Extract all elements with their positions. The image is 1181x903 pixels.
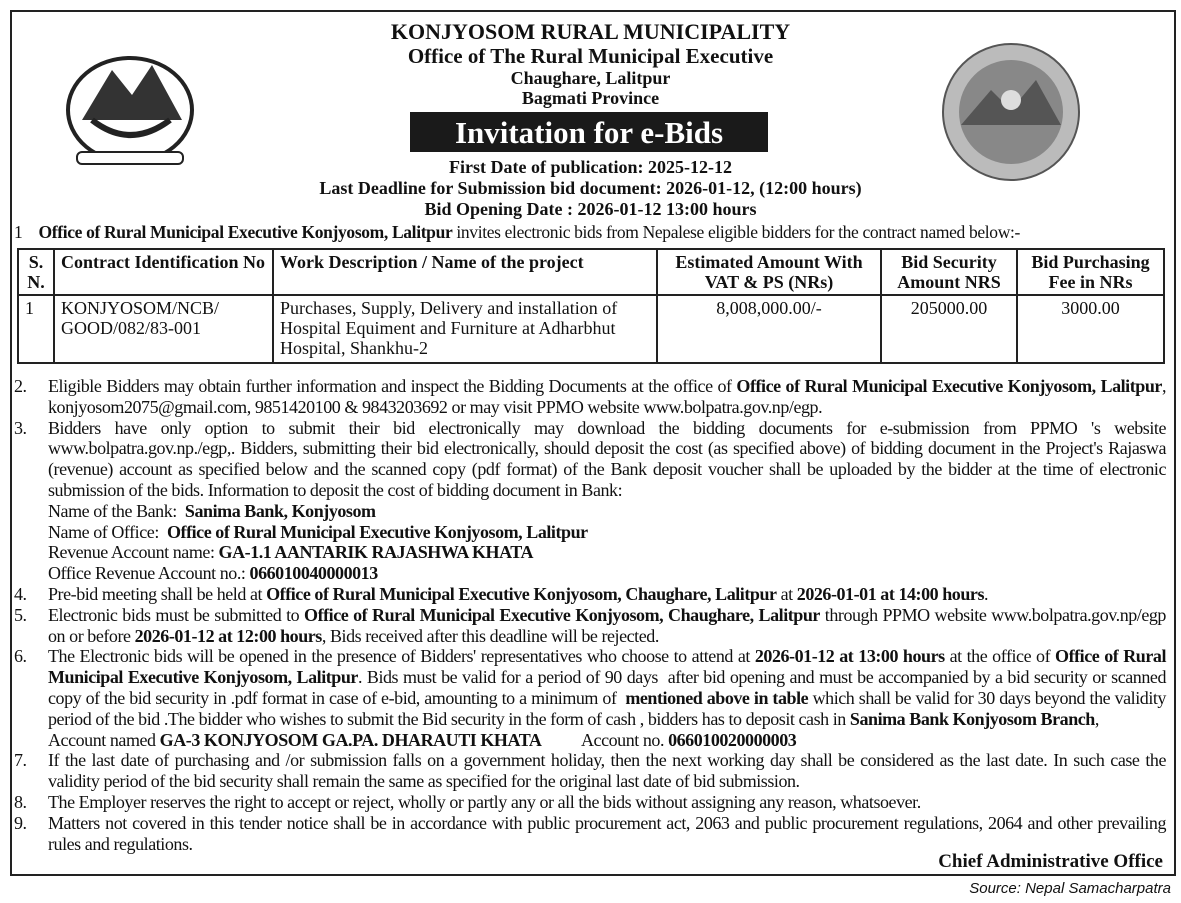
terms-list [14, 376, 1171, 854]
notice-title: Invitation for e-Bids [410, 112, 768, 152]
bold-text: 2026-01-12 at 13:00 hours [754, 646, 945, 667]
contract-table [17, 248, 1165, 364]
item-detail-line [14, 522, 1166, 543]
bold-text: Sanima Bank, Konjyosom [184, 500, 376, 521]
intro-office: Office of Rural Municipal Executive Konjyosom, Lalitpur [38, 222, 453, 242]
item-number: 9. [14, 812, 27, 833]
source-credit: Source: Nepal Samacharpatra [969, 880, 1171, 897]
text: Account no. [541, 729, 669, 750]
text: Matters not covered in this tender notice shall be in accordance with public procurement act, 2063 and public procurement regulations, 2064 and other prevailing rules and regulations. [48, 812, 1171, 854]
item-detail-line [14, 501, 1166, 522]
bold-text: Office of Rural Municipal Executive Konjyosom, Lalitpur [166, 521, 588, 542]
item-text [48, 646, 1171, 729]
text: Electronic bids must be submitted to [48, 604, 305, 625]
item-text [48, 376, 1171, 418]
office-name: Office of The Rural Municipal Executive [407, 44, 774, 68]
bold-text: mentioned above in table [625, 687, 809, 708]
list-item [14, 604, 1171, 647]
cell-description: Purchases, Supply, Delivery and installation of Hospital Equiment and Furniture at Adharbhut Hospital, Shankhu-2 [273, 295, 657, 363]
bold-text: 2026-01-01 at 14:00 hours [796, 583, 985, 604]
cell-estimated-amount: 8,008,000.00/- [657, 295, 881, 363]
signature: Chief Administrative Office [938, 851, 1163, 872]
text: at the office of [944, 646, 1056, 667]
table-header-row [18, 249, 1164, 295]
location: Chaughare, Lalitpur [510, 68, 671, 88]
col-description: Work Description / Name of the project [273, 249, 657, 295]
item-text [48, 604, 1171, 647]
municipality-name: KONJYOSOM RURAL MUNICIPALITY [390, 19, 791, 44]
bold-text: Office of Rural Municipal Executive Konjyosom, Lalitpur [736, 376, 1162, 396]
bold-text: 066010020000003 [668, 729, 797, 750]
text: Revenue Account name: [48, 542, 219, 563]
bold-text: GA-1.1 AANTARIK RAJASHWA KHATA [218, 542, 534, 563]
item-text [48, 792, 1166, 813]
dates-block [0, 157, 1181, 220]
text: , Bids received after this deadline will be rejected. [321, 625, 659, 646]
address [0, 68, 1181, 108]
publication-date: First Date of publication: 2025-12-12 [449, 157, 732, 177]
list-item [14, 376, 1171, 418]
item-text [48, 584, 1166, 605]
text: , konjyosom2075@gmail.com, 9851420100 & 9843203692 or may visit PPMO website www.bolpatra.gov.np/egp. [48, 376, 1171, 417]
col-bid-security: Bid Security Amount NRS [881, 249, 1017, 295]
text: at [776, 583, 797, 604]
bold-text: GA-3 KONJYOSOM GA.PA. DHARAUTI KHATA [159, 729, 542, 750]
bold-text: Office of Rural Municipal Executive Konjyosom, Chaughare, Lalitpur [304, 604, 820, 625]
col-purchasing-fee: Bid Purchasing Fee in NRs [1017, 249, 1164, 295]
col-sn: S. N. [18, 249, 54, 295]
bold-text: Office of Rural Municipal Executive Konjyosom, Lalitpur [48, 646, 1171, 688]
list-item [14, 812, 1171, 855]
text: Account named [48, 729, 160, 750]
item-detail-line [14, 563, 1166, 584]
item-detail-line [14, 542, 1166, 563]
list-item [14, 792, 1166, 813]
intro-paragraph [14, 222, 1020, 243]
text: The Electronic bids will be opened in the presence of Bidders' representatives who choose to attend at [48, 646, 755, 667]
text: The Employer reserves the right to accept or reject, wholly or partly any or all the bids without assigning any reason, whatsoever. [48, 791, 921, 812]
province: Bagmati Province [521, 88, 660, 108]
item-number: 6. [14, 646, 27, 667]
item-text [48, 750, 1171, 792]
item-number: 4. [14, 583, 27, 604]
text: , [1094, 708, 1099, 729]
text: Name of Office: [48, 521, 167, 542]
list-item [14, 750, 1171, 792]
item-detail-line [14, 730, 1166, 751]
text: Pre-bid meeting shall be held at [48, 583, 267, 604]
text: . Bids must be valid for a period of 90 days after bid opening and must be accompanied by a bid security or scanned copy of the bid security in .pdf format in case of e-bid, amounting to a minimum of [48, 667, 1171, 708]
item-number: 7. [14, 750, 27, 771]
bold-text: Office of Rural Municipal Executive Konjyosom, Chaughare, Lalitpur [266, 583, 777, 604]
col-estimated-amount: Estimated Amount With VAT & PS (NRs) [657, 249, 881, 295]
opening-date: Bid Opening Date : 2026-01-12 13:00 hours [424, 199, 757, 219]
item-text [48, 812, 1171, 855]
list-item [14, 417, 1171, 501]
text: Bidders have only option to submit their bid electronically may download the bidding documents for e-submission from PPMO 's website www.bolpatra.gov.np./egp,. Bidders, submitting their bid electronically, should deposit the cost (as specified above) of bidding document in the Project's Rajaswa (revenue) account as specified below and the scanned copy (pdf format) of the Bank deposit voucher shall be uploaded by the bidder at the time of electronic submission of the bids. Information to deposit the cost of bidding document in Bank: [48, 417, 1171, 500]
bold-text: 2026-01-12 at 12:00 hours [134, 625, 322, 646]
bold-text: Sanima Bank Konjyosom Branch [849, 708, 1095, 729]
item-number: 2. [14, 376, 27, 396]
item-number: 3. [14, 417, 27, 438]
item-text [48, 417, 1171, 501]
item-number: 8. [14, 791, 27, 812]
text: . [984, 583, 989, 604]
item-number: 5. [14, 604, 27, 625]
text: Office Revenue Account no.: [48, 563, 250, 584]
list-item [14, 646, 1171, 729]
bold-text: 066010040000013 [249, 563, 378, 584]
cell-sn: 1 [18, 295, 54, 363]
text: which shall be valid for 30 days beyond the validity period of the bid .The bidder who wishes to submit the Bid security in the form of cash , bidders has to deposit cash in [48, 687, 1171, 729]
cell-purchasing-fee: 3000.00 [1017, 295, 1164, 363]
cell-contract-id: KONJYOSOM/NCB/ GOOD/082/83-001 [54, 295, 273, 363]
col-contract-id: Contract Identification No [54, 249, 273, 295]
intro-text: invites electronic bids from Nepalese eligible bidders for the contract named below:- [452, 222, 1020, 242]
list-item [14, 584, 1166, 605]
text: Name of the Bank: [48, 500, 185, 521]
text: through PPMO website www.bolpatra.gov.np/egp on or before [48, 604, 1171, 646]
cell-bid-security: 205000.00 [881, 295, 1017, 363]
text: If the last date of purchasing and /or submission falls on a government holiday, then the next working day shall be considered as the last date. In such case the validity period of the bid security shall remain the same as specified for the original last date of bid submission. [48, 750, 1171, 792]
intro-number: 1 [14, 222, 23, 242]
table-row [18, 295, 1164, 363]
text: Eligible Bidders may obtain further information and inspect the Bidding Documents at the office of [48, 376, 737, 396]
submission-deadline: Last Deadline for Submission bid document: 2026-01-12, (12:00 hours) [319, 178, 862, 198]
